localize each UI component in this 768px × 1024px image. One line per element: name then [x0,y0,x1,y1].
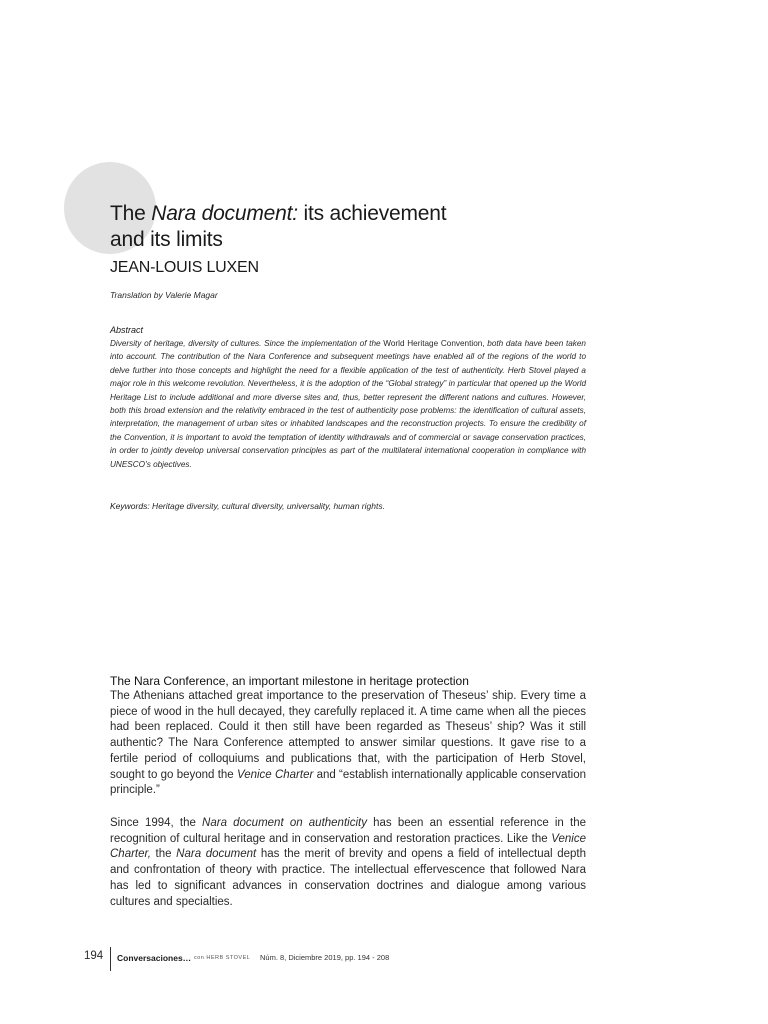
footer-divider [110,947,111,971]
journal-subtitle: con HERB STOVEL [194,955,251,961]
p2-part-2: has been an essential reference in the recognition of cultural heritage and in conservation and restoration practices. Like the [110,817,586,845]
title-line-2: and its limits [110,228,223,251]
p1-part-1: The Athenians attached great importance to the preservation of Theseus’ ship. Every time a piece of wood in the hull decayed, they carefully replaced it. A time came when all the pieces had been replaced. Could it then still have been regarded as Theseus’ ship? Was it still authentic? The Nara Conference attempted to answer similar questions. It gave rise to a fertile period of colloquiums and publications that, with the participation of Herb Stovel, sought to go beyond the [110,690,586,781]
keywords-text: Heritage diversity, cultural diversity, universality, human rights. [149,501,385,511]
article-title [110,201,580,253]
p1-part-2: and “establish internationally applicable conservation principle.” [110,768,586,797]
abstract-convention-name: World Heritage Convention, [383,339,485,348]
abstract-text-part-1: Diversity of heritage, diversity of cultures. Since the implementation of the [110,339,384,348]
translation-credit: Translation by Valerie Magar [110,290,218,300]
journal-name: Conversaciones… [117,953,192,963]
p2-emphasis-2: Venice Charter, [110,832,586,861]
title-line-1 [110,201,580,227]
issue-info: Núm. 8, Diciembre 2019, pp. 194 - 208 [260,953,390,962]
author-name: JEAN-LOUIS LUXEN [110,259,259,276]
title-post: its achievement [297,202,447,225]
p2-emphasis-1: Nara document on authenticity [202,817,367,829]
p2-part-3: the [150,848,177,861]
title-emphasis: Nara document: [151,202,298,225]
keywords [110,501,385,511]
abstract-heading: Abstract [110,325,144,335]
p1-emphasis: Venice Charter [236,768,314,781]
p2-part-4: has the merit of brevity and opens a field of intellectual depth and confrontation of theory with practice. The intellectual effervescence that followed Nara has led to significant advances in conservation doctrines and dialogue among various cultures and specialties. [110,848,587,908]
abstract-text-part-2: both data have been taken into account. The contribution of the Nara Conference and subsequent meetings have enabled all of the regions of the world to delve further into those concepts and highlight the need for a flexible application of the test of authenticity. Herb Stovel played a major role in this welcome revolution. Nevertheless, it is the adoption of the “Global strategy” in particular that opened up the World Heritage List to include additional and more diverse sites and, thus, better represent the different nations and cultures. However, both this broad extension and the relativity embraced in the test of authenticity pose problems: the identification of cultural assets, interpretation, the management of urban sites or inhabited landscapes and the reconstruction projects. To ensure the credibility of the Convention, it is important to avoid the temptation of identity withdrawals and of commercial or savage conservation practices, in order to jointly develop universal conservation principles as part of the multilateral international cooperation in compliance with UNESCO’s objectives. [110,339,586,469]
body-paragraph-2 [110,816,586,910]
section-heading: The Nara Conference, an important milestone in heritage protection [110,674,469,688]
abstract-text [110,337,586,471]
body-paragraph-1 [110,689,586,799]
keywords-label: Keywords: [110,501,150,511]
title-pre: The [110,202,152,225]
p2-emphasis-3: Nara document [176,848,257,861]
page-number: 194 [84,950,104,962]
p2-part-1: Since 1994, the [110,817,203,829]
page-footer [84,947,404,969]
